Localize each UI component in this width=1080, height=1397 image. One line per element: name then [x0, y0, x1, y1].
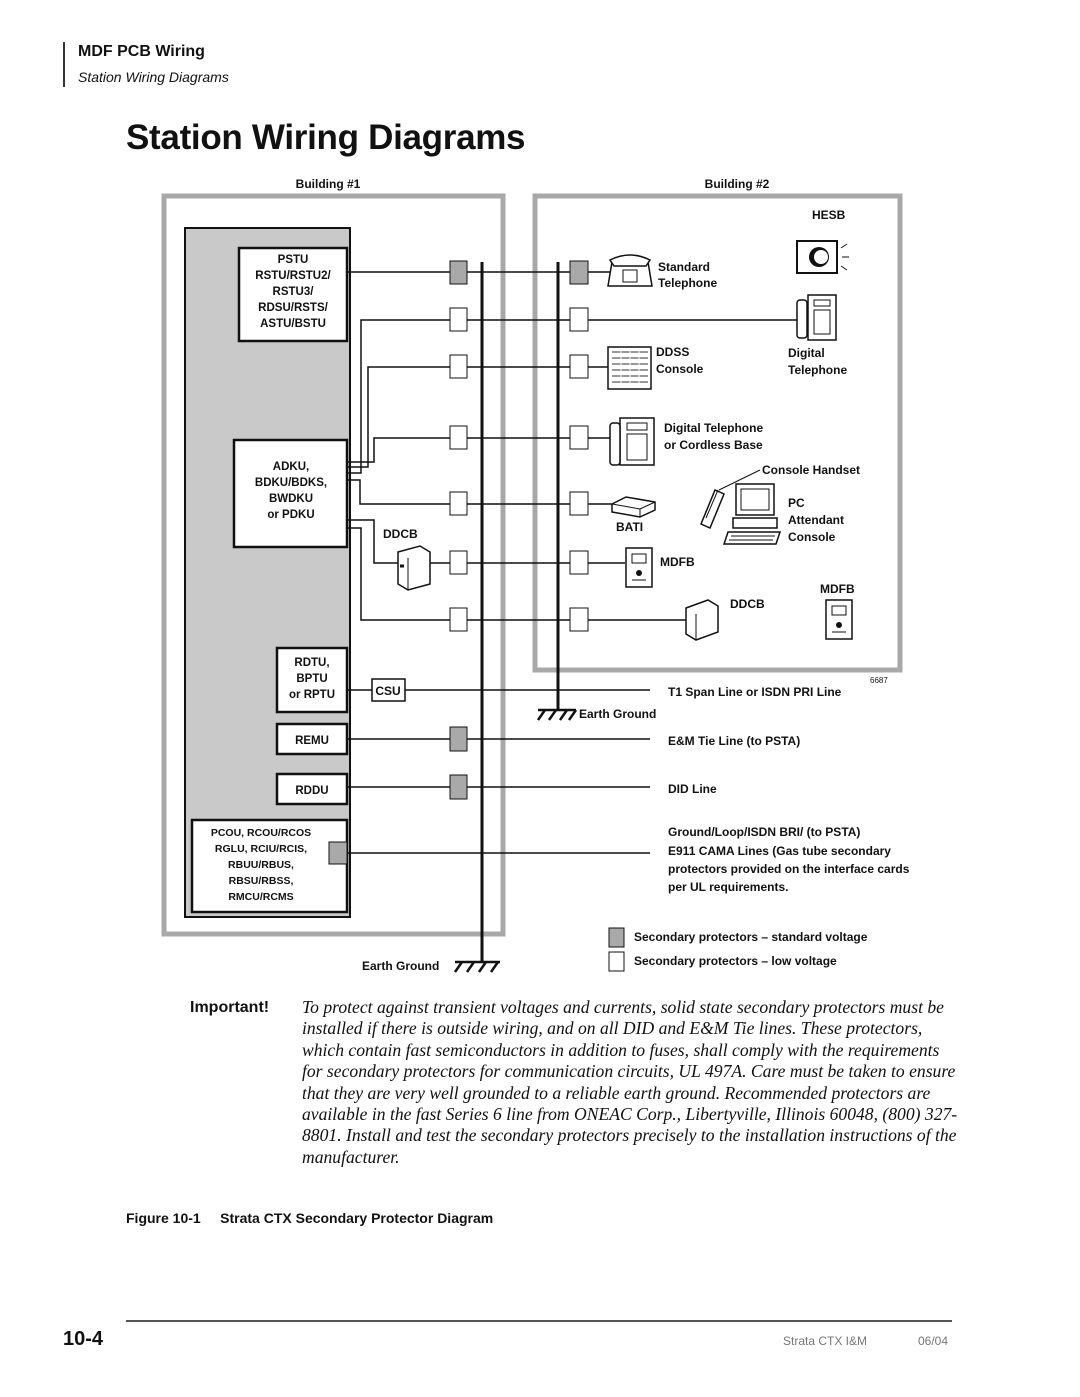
- legend-low-label: Secondary protectors – low voltage: [634, 954, 837, 968]
- svg-text:PCOU, RCOU/RCOS: PCOU, RCOU/RCOS: [210, 827, 312, 839]
- standard-telephone-label-2: Telephone: [658, 276, 718, 290]
- building-1-label: Building #1: [295, 177, 361, 191]
- figure-caption: [126, 1210, 493, 1226]
- ground-loop-label: [668, 825, 910, 894]
- mdfb-label-1: MDFB: [660, 555, 695, 569]
- svg-text:RDSU/RSTS/: RDSU/RSTS/: [258, 302, 328, 314]
- ddss-label-2: Console: [656, 362, 704, 376]
- earth-ground-symbol-1: [455, 962, 500, 972]
- figure-id: 6687: [870, 676, 888, 685]
- ddss-label-1: DDSS: [656, 345, 690, 359]
- svg-text:RSTU3/: RSTU3/: [272, 286, 314, 298]
- svg-text:BPTU: BPTU: [296, 673, 328, 685]
- csu-label: CSU: [375, 684, 401, 698]
- earth-ground-label-1: Earth Ground: [362, 959, 440, 973]
- svg-text:ADKU,: ADKU,: [272, 461, 310, 473]
- ddcb-label-1: DDCB: [383, 527, 418, 541]
- svg-text:or RPTU: or RPTU: [289, 689, 335, 701]
- svg-text:BWDKU: BWDKU: [268, 493, 314, 505]
- mdfb-icon-2: [826, 600, 852, 639]
- svg-text:RGLU, RCIU/RCIS,: RGLU, RCIU/RCIS,: [214, 843, 308, 855]
- protectors-building-1: [450, 261, 467, 799]
- hesb-icon: [797, 241, 849, 273]
- standard-telephone-label-1: Standard: [658, 260, 711, 274]
- svg-text:BDKU/BDKS,: BDKU/BDKS,: [254, 477, 328, 489]
- bati-icon: [612, 497, 655, 517]
- digital-telephone-label-1: Digital: [788, 346, 825, 360]
- earth-ground-label-2: Earth Ground: [579, 707, 657, 721]
- pc-attendant-label-2: Attendant: [788, 513, 844, 527]
- footer-document-title: Strata CTX I&M: [783, 1334, 868, 1348]
- legend-standard-label: Secondary protectors – standard voltage: [634, 930, 868, 944]
- svg-text:RBSU/RBSS,: RBSU/RBSS,: [228, 875, 294, 887]
- svg-text:RSTU/RSTU2/: RSTU/RSTU2/: [255, 270, 331, 282]
- footer-date: 06/04: [918, 1334, 949, 1348]
- bati-label: BATI: [616, 520, 644, 534]
- svg-text:RDTU,: RDTU,: [294, 657, 330, 669]
- ddcb-device-1: [398, 546, 430, 590]
- page-number: 10-4: [63, 1328, 104, 1350]
- earth-ground-symbol-2: [538, 710, 576, 720]
- pc-attendant-label-3: Console: [788, 530, 836, 544]
- svg-text:or PDKU: or PDKU: [267, 509, 315, 521]
- pc-attendant-console-icon: [724, 484, 780, 544]
- important-note: To protect against transient voltages and currents, solid state secondary protectors must be installed if there is outside wiring, and on all DID and E&M Tie lines. These protectors, which contain fast semiconductors in addition to fuses, shall comply with the requirements for secondary protectors for communication circuits, UL 497A. Care must be taken to ensure that they are very well grounded to a reliable earth ground. Recommended protectors are available in the fast Series 6 line from ONEAC Corp., Libertyville, Illinois 60048, (800) 327-8801. Install and test the secondary protectors precisely to the installation instructions of the manufacturer.: [302, 997, 958, 1167]
- digital-cordless-label-2: or Cordless Base: [664, 438, 763, 452]
- svg-text:PSTU: PSTU: [277, 254, 309, 266]
- did-line-label: DID Line: [668, 782, 717, 796]
- important-label: Important!: [190, 999, 270, 1016]
- legend-low-swatch: [609, 952, 624, 971]
- svg-text:RBUU/RBUS,: RBUU/RBUS,: [228, 859, 294, 871]
- svg-text:Ground/Loop/ISDN BRI/ (to PSTA: Ground/Loop/ISDN BRI/ (to PSTA): [668, 825, 861, 839]
- page-title: Station Wiring Diagrams: [126, 118, 526, 157]
- ddcb-label-2: DDCB: [730, 597, 765, 611]
- standard-telephone-icon: [608, 255, 652, 286]
- pc-attendant-label-1: PC: [788, 496, 805, 510]
- digital-telephone-label-2: Telephone: [788, 363, 848, 377]
- card-rddu-label: RDDU: [295, 785, 329, 797]
- digital-cordless-telephone-icon: [610, 418, 654, 465]
- hesb-label: HESB: [812, 208, 846, 222]
- mdfb-label-2: MDFB: [820, 582, 855, 596]
- digital-cordless-label-1: Digital Telephone: [664, 421, 764, 435]
- section-subtitle: Station Wiring Diagrams: [78, 69, 229, 85]
- ddss-console-icon: [608, 347, 651, 389]
- figure-caption-text: Figure 10-1 Strata CTX Secondary Protector Diagram: [126, 1210, 494, 1226]
- t1-line-label: T1 Span Line or ISDN PRI Line: [668, 685, 842, 699]
- protector-in-card: [329, 842, 347, 864]
- svg-text:per UL requirements.: per UL requirements.: [668, 880, 789, 894]
- card-remu-label: REMU: [295, 735, 329, 747]
- footer-rule: [126, 1320, 952, 1322]
- building-2-label: Building #2: [704, 177, 770, 191]
- digital-telephone-icon: [797, 295, 836, 340]
- legend-standard-swatch: [609, 928, 624, 947]
- ddcb-device-2: [686, 600, 718, 640]
- console-handset-label: Console Handset: [762, 463, 861, 477]
- svg-text:RMCU/RCMS: RMCU/RCMS: [228, 891, 294, 903]
- section-title: MDF PCB Wiring: [78, 43, 205, 60]
- svg-text:ASTU/BSTU: ASTU/BSTU: [260, 318, 326, 330]
- mdfb-icon-1: [626, 548, 652, 587]
- em-line-label: E&M Tie Line (to PSTA): [668, 734, 801, 748]
- svg-text:E911 CAMA Lines (Gas tube seco: E911 CAMA Lines (Gas tube secondary: [668, 844, 891, 858]
- svg-text:protectors provided on the int: protectors provided on the interface cards: [668, 862, 910, 876]
- protectors-building-2: [570, 261, 588, 631]
